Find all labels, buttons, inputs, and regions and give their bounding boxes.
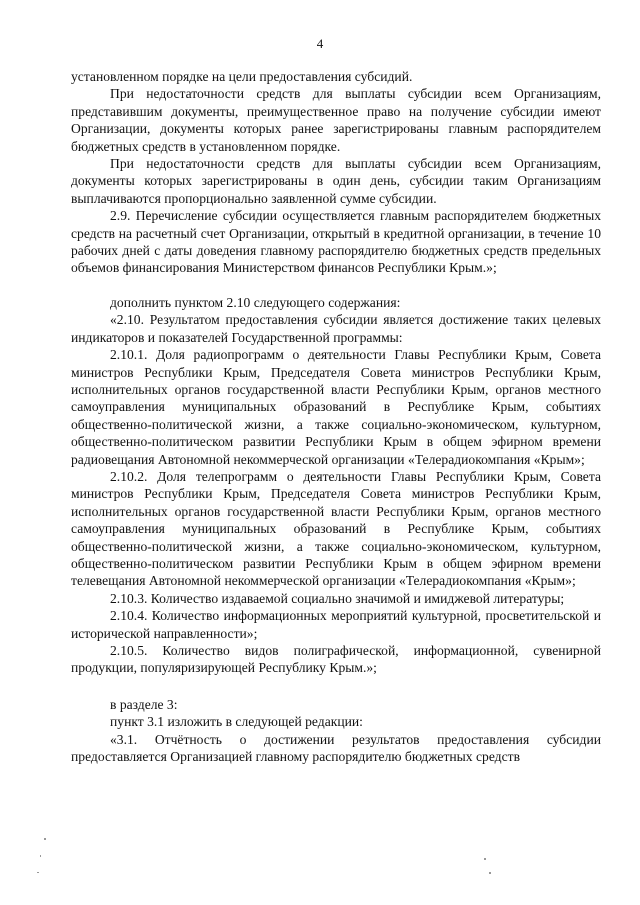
paragraph: установленном порядке на цели предоставления субсидий.	[71, 69, 413, 84]
paragraph: 2.10.4. Количество информационных мероприятий культурной, просветительской и исторической направленности»;	[71, 608, 601, 641]
scan-speck	[489, 872, 491, 874]
paragraph: При недостаточности средств для выплаты субсидии всем Организациям, документы которых зарегистрированы в один день, субсидии таким Организациям выплачиваются пропорционально заявленной сумме субсидии.	[71, 156, 601, 206]
page-number: 4	[316, 36, 324, 51]
paragraph: 2.10.3. Количество издаваемой социально значимой и имиджевой литературы;	[110, 590, 565, 606]
paragraph: в разделе 3:	[110, 696, 178, 712]
scan-speck	[37, 872, 39, 873]
paragraph: При недостаточности средств для выплаты субсидии всем Организациям, представившим документы, преимущественное право на получение субсидии имеют Организации, документы которых ранее зарегистрированы главным распорядителем бюджетных средств в установленном порядке.	[71, 86, 601, 154]
scan-speck	[484, 858, 486, 860]
spacer	[71, 277, 601, 294]
paragraph: 2.10.1. Доля радиопрограмм о деятельности Главы Республики Крым, Совета министров Республики Крым, Председателя Совета министров Республики Крым, исполнительных органов государственной власти Республики Крым, органов местного самоуправления муниципальных образований в Республике Крым, событиях общественно-политической жизни, а также социально-экономическом, культурном, общественно-политическом развитии Республики Крым в общем эфирном времени радиовещания Автономной некоммерческой организации «Телерадиокомпания «Крым»;	[71, 347, 601, 467]
paragraph: дополнить пунктом 2.10 следующего содержания:	[110, 294, 401, 310]
spacer	[71, 677, 601, 696]
paragraph: 2.10.5. Количество видов полиграфической, информационной, сувенирной продукции, популяризирующей Республику Крым.»;	[71, 643, 601, 676]
paragraph: «3.1. Отчётность о достижении результатов предоставления субсидии предоставляется Организацией главному распорядителю бюджетных средств	[71, 731, 601, 765]
paragraph: 2.10.2. Доля телепрограмм о деятельности Главы Республики Крым, Совета министров Республики Крым, Председателя Совета министров Республики Крым, исполнительных органов государственной власти Республики Крым, органов местного самоуправления муниципальных образований в Республике Крым, событиях общественно-политической жизни, а также социально-экономическом, культурном, общественно-политическом развитии Республики Крым в общем эфирном времени телевещания Автономной некоммерческой организации «Телерадиокомпания «Крым»;	[71, 468, 601, 589]
paragraph: «2.10. Результатом предоставления субсидии является достижение таких целевых индикаторов и показателей Государственной программы:	[71, 312, 601, 345]
scan-speck	[40, 855, 41, 857]
paragraph: пункт 3.1 изложить в следующей редакции:	[110, 714, 363, 730]
paragraph: 2.9. Перечисление субсидии осуществляется главным распорядителем бюджетных средств на расчетный счет Организации, открытый в кредитной организации, в течение 10 рабочих дней с даты доведения главному распорядителю бюджетных средств предельных объемов финансирования Министерством финансов Республики Крым.»;	[71, 208, 601, 276]
document-body	[71, 68, 601, 765]
scan-speck	[44, 838, 46, 840]
